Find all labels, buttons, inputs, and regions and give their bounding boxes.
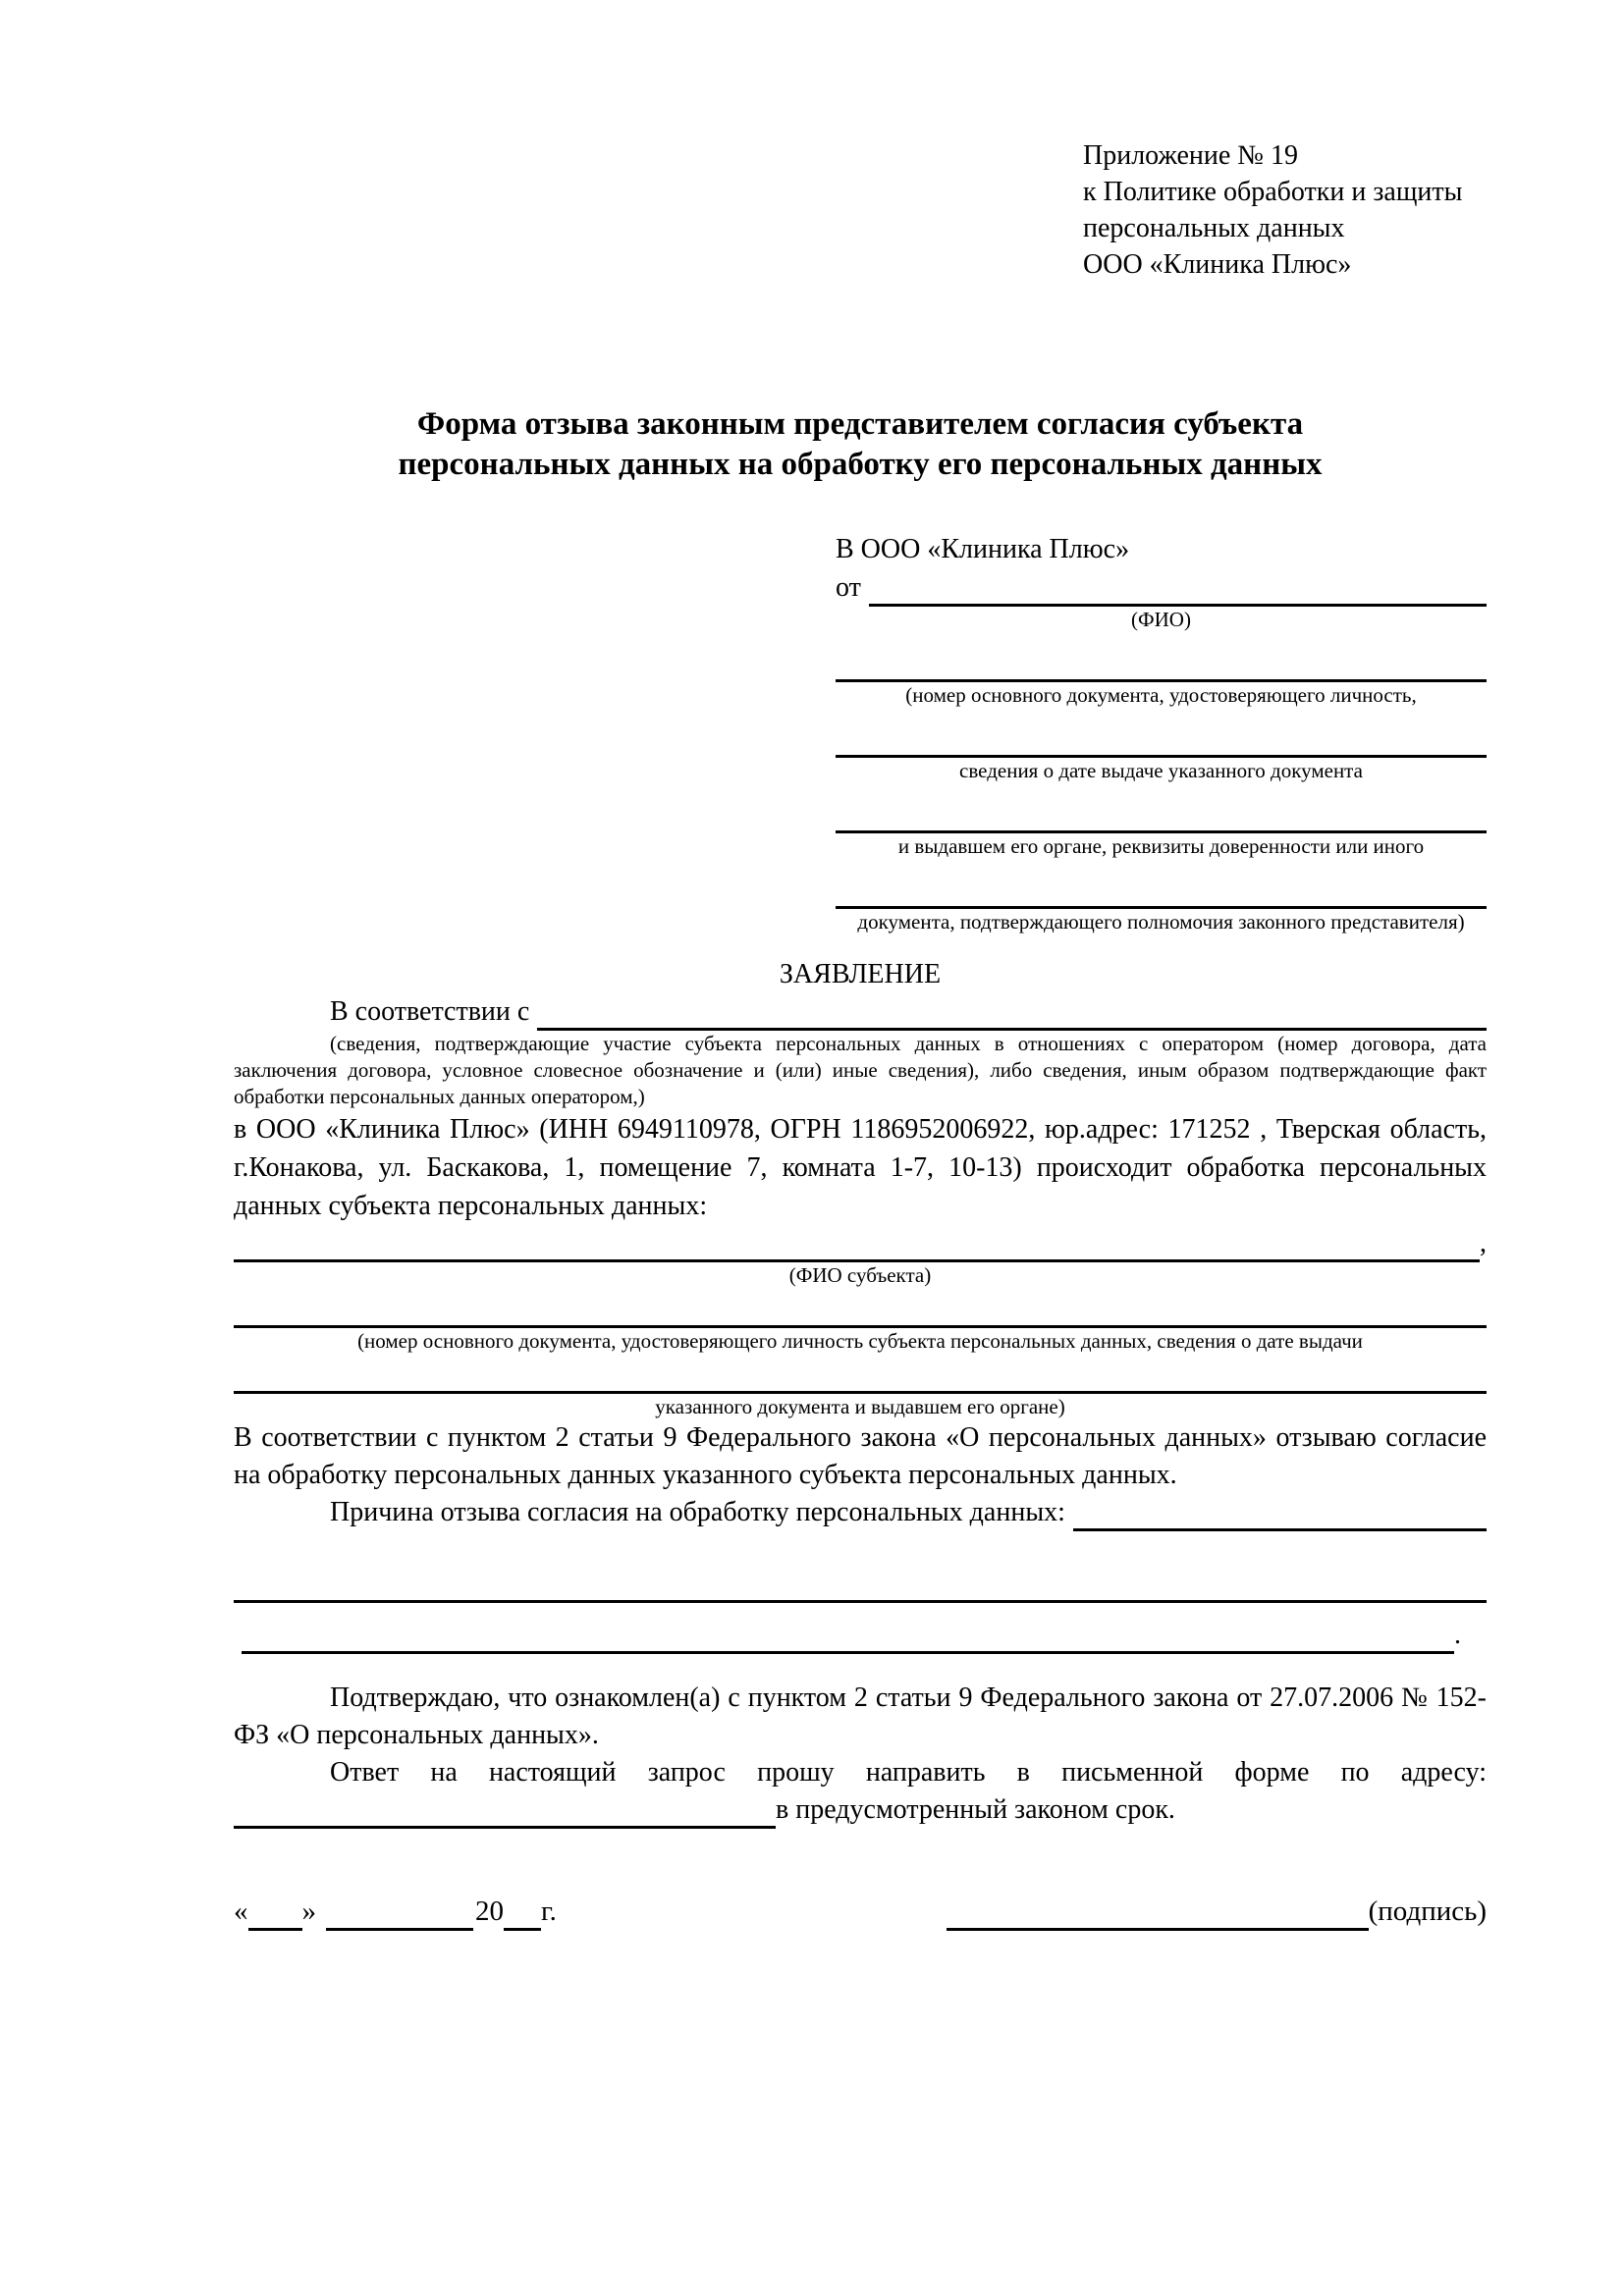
reply-suffix: в предусмотренный законом срок. [776,1794,1175,1825]
intro-row [234,993,1487,1031]
blank-group [836,865,1487,934]
blank-caption: (номер основного документа, удостоверяющего личность, [905,683,1417,707]
blank-line [836,638,1487,682]
blank-line-row [234,1603,1461,1654]
withdrawal-paragraph: В соответствии с пунктом 2 статьи 9 Федерального закона «О персональных данных» отзываю согласие на обработку персональных данных указанного субъекта персональных данных. [234,1422,1487,1490]
operator-paragraph: в ООО «Клиника Плюс» (ИНН 6949110978, ОГРН 1186952006922, юр.адрес: 171252 , Тверская область, г.Конакова, ул. Баскакова, 1, помещение 7, комната 1-7, 10-13) происходит обработка персональных данных субъекта персональных данных: [234,1114,1487,1221]
year-suffix: г. [541,1896,557,1927]
confirm-paragraph: Подтверждаю, что ознакомлен(а) с пунктом 2 статьи 9 Федерального закона от 27.07.2006 № 152-ФЗ «О персональных данных». [234,1682,1487,1750]
subject-blank-group [234,1354,1487,1419]
appendix-note-line-2: к Политике обработки и защиты [1083,177,1463,207]
blank-group [836,638,1487,708]
open-quote: « [234,1896,248,1927]
subject-blank-group [234,1288,1487,1354]
blank-caption: сведения о дате выдаче указанного документа [959,759,1363,782]
fio-caption: (ФИО) [1131,608,1191,631]
document-title [234,404,1487,485]
blank-line [836,714,1487,758]
addressee-block [836,530,1487,934]
blank-suffix: , [1480,1228,1487,1258]
blank-line [326,1892,473,1931]
blank-line [242,1651,1454,1654]
blank-group [836,789,1487,859]
document-title-line-2: персональных данных на обработку его персональных данных [398,447,1323,482]
appendix-note-line-1: Приложение № 19 [1083,140,1298,171]
reply-label: Ответ на настоящий запрос прошу направить в письменной форме по адресу: [330,1757,1487,1788]
blank-group [836,714,1487,783]
signature-caption: (подпись) [1368,1896,1487,1927]
blank-caption: (номер основного документа, удостоверяющего личность субъекта персональных данных, сведения о дате выдачи [357,1329,1363,1353]
from-label: от [836,572,861,603]
addressee-from-row [836,569,1487,607]
blank-line [947,1892,1369,1931]
reason-label: Причина отзыва согласия на обработку персональных данных: [330,1497,1065,1527]
blank-caption: документа, подтверждающего полномочия законного представителя) [857,910,1465,934]
blank-line [234,1354,1487,1394]
blank-line [836,865,1487,909]
blank-line [234,1559,1487,1603]
blank-line [234,1288,1487,1328]
blank-line [234,1225,1480,1262]
subject-blank-row [234,1225,1487,1262]
blank-caption: указанного документа и выдавшем его органе) [655,1395,1065,1418]
blank-line [504,1892,541,1931]
blank-caption: (ФИО субъекта) [788,1263,932,1287]
appendix-note-line-3: персональных данных [1083,213,1345,243]
blank-line [836,789,1487,833]
appendix-note [1083,137,1487,283]
date-group [234,1892,557,1931]
document-title-line-1: Форма отзыва законным представителем согласия субъекта [416,406,1304,442]
signature-group [947,1892,1487,1931]
appendix-note-line-4: ООО «Клиника Плюс» [1083,249,1352,280]
intro-caption: (сведения, подтверждающие участие субъекта персональных данных в отношениях с оператором (номер договора, дата заключения договора, условное словесное обозначение и (или) иные сведения), либо сведения, иным образом подтверждающие факт обработки персональных данных оператором,) [234,1032,1487,1108]
blank-suffix: . [1454,1620,1461,1650]
intro-label: В соответствии с [330,996,530,1027]
blank-caption: и выдавшем его органе, реквизиты доверенности или иного [897,834,1425,858]
subject-blank-group [234,1225,1487,1288]
reason-row [234,1494,1487,1531]
footer-row [234,1892,1487,1931]
close-quote: » [301,1896,316,1927]
blank-line [537,993,1487,1031]
reply-row [234,1791,1487,1829]
blank-line [869,569,1487,607]
blank-line [234,1791,776,1829]
addressee-org: В ООО «Клиника Плюс» [836,534,1130,564]
statement-heading: ЗАЯВЛЕНИЕ [779,959,942,989]
year-prefix: 20 [475,1896,504,1927]
blank-line [1073,1494,1487,1531]
blank-line [248,1892,302,1931]
